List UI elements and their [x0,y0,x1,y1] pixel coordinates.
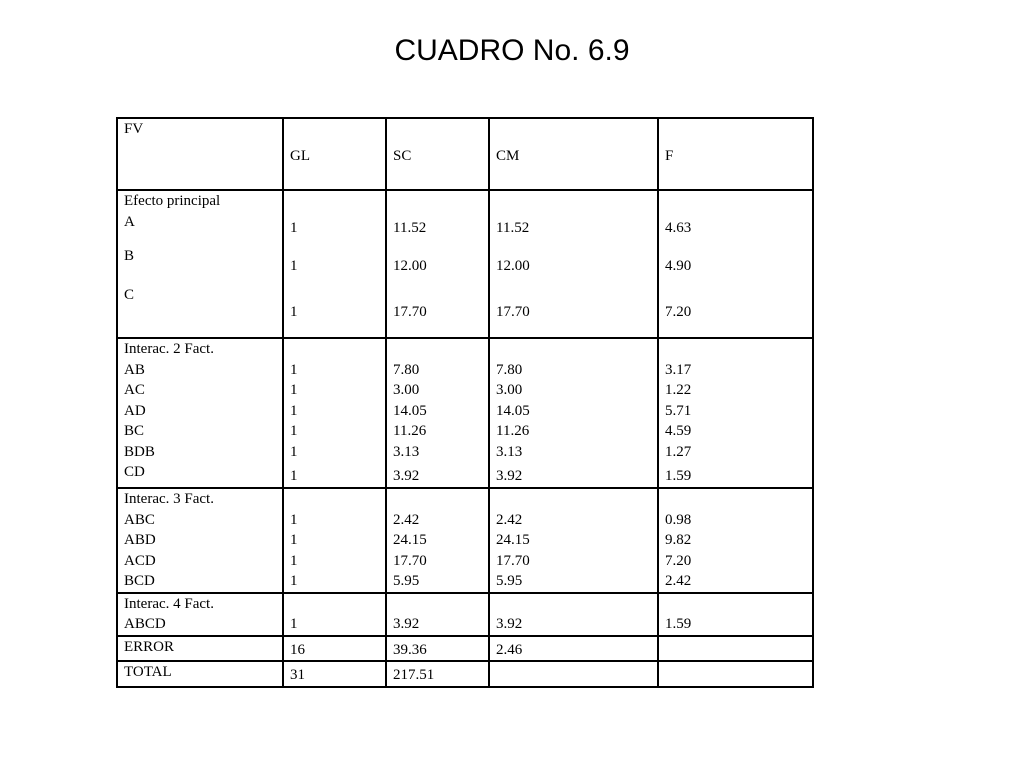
cm-cell: 2.42 24.15 17.70 5.95 [489,488,658,593]
page-title: CUADRO No. 6.9 [394,34,630,67]
header-cell-f: F [658,118,813,190]
group-label: Interac. 3 Fact. [124,491,214,507]
anova-table [116,117,814,688]
cm-cell: 7.80 3.00 14.05 11.26 3.13 3.92 [489,338,658,488]
header-cell-sc: SC [386,118,489,190]
f-cell: 3.17 1.22 5.71 4.59 1.27 1.59 [658,338,813,488]
error-row [117,636,813,662]
gl-cell: 31 [283,661,386,687]
header-cell-cm: CM [489,118,658,190]
header-cell-fv: FV [117,118,283,190]
cm-cell [489,661,658,687]
f-cell [658,661,813,687]
cm-cell: 11.52 12.00 17.70 [489,190,658,338]
sc-cell: 11.52 12.00 17.70 [386,190,489,338]
total-row [117,661,813,687]
fv-cell: Interac. 3 Fact. ABC ABD ACD BCD [117,488,283,593]
table-row [117,338,813,488]
sc-cell: 2.42 24.15 17.70 5.95 [386,488,489,593]
sc-cell: 39.36 [386,636,489,662]
f-cell: 1.59 [658,593,813,636]
group-label: Efecto principal [124,193,221,209]
f-cell: 0.98 9.82 7.20 2.42 [658,488,813,593]
group-label: Interac. 4 Fact. [124,595,214,612]
sc-cell: 217.51 [386,661,489,687]
gl-cell: 1 [283,593,386,636]
table-row [117,488,813,593]
f-cell: 4.63 4.90 7.20 [658,190,813,338]
group-label: Interac. 2 Fact. [124,341,214,357]
table-row [117,190,813,338]
header-cell-gl: GL [283,118,386,190]
sc-cell: 3.92 [386,593,489,636]
gl-cell: 1 1 1 1 [283,488,386,593]
gl-cell: 1 1 1 [283,190,386,338]
sc-cell: 7.80 3.00 14.05 11.26 3.13 3.92 [386,338,489,488]
fv-cell: Efecto principal A B C [117,190,283,338]
f-cell [658,636,813,662]
fv-cell: Interac. 4 Fact. ABCD [117,593,283,636]
fv-cell: Interac. 2 Fact. AB AC AD BC BDB CD [117,338,283,488]
gl-cell: 1 1 1 1 1 1 [283,338,386,488]
header-row [117,118,813,190]
fv-cell: TOTAL [117,661,283,687]
fv-cell: ERROR [117,636,283,662]
cm-cell: 3.92 [489,593,658,636]
table-row [117,593,813,636]
gl-cell: 16 [283,636,386,662]
cm-cell: 2.46 [489,636,658,662]
